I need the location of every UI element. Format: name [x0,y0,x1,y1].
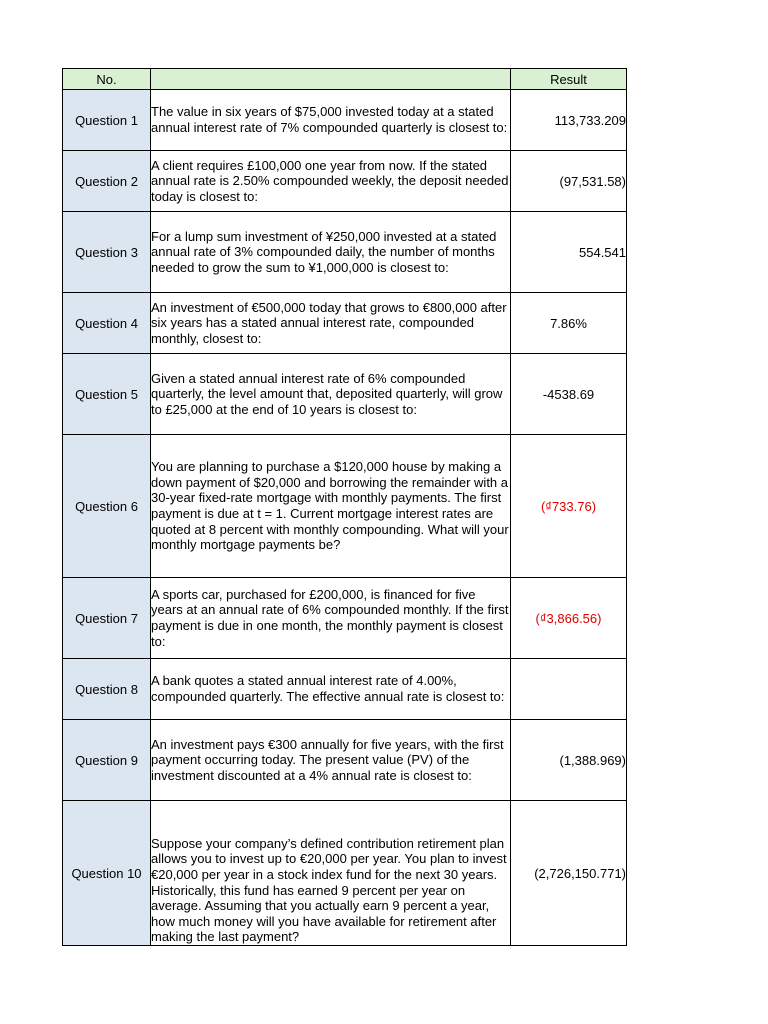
header-result[interactable]: Result [511,69,627,90]
result-cell[interactable]: (1,388.969) [511,720,627,801]
question-number-cell[interactable]: Question 1 [63,90,151,151]
table-row [63,659,627,720]
question-table [62,68,627,946]
question-number-cell[interactable]: Question 9 [63,720,151,801]
question-text-cell[interactable]: An investment of €500,000 today that grows to €800,000 after six years has a stated annual interest rate, compounded monthly, closest to: [151,293,511,354]
header-row [63,69,627,90]
result-cell[interactable]: 113,733.209 [511,90,627,151]
table-row [63,720,627,801]
question-text-cell[interactable]: The value in six years of $75,000 invested today at a stated annual interest rate of 7% compounded quarterly is closest to: [151,90,511,151]
table-row [63,801,627,946]
result-cell[interactable]: 554.541 [511,212,627,293]
result-cell[interactable]: (2,726,150.771) [511,801,627,946]
question-text-cell[interactable]: A bank quotes a stated annual interest rate of 4.00%, compounded quarterly. The effective annual rate is closest to: [151,659,511,720]
question-text-cell[interactable]: A sports car, purchased for £200,000, is financed for five years at an annual rate of 6% compounded monthly. If the first payment is due in one month, the monthly payment is closest to: [151,578,511,659]
result-cell[interactable]: (₫3,866.56) [511,578,627,659]
header-question[interactable] [151,69,511,90]
result-cell[interactable]: (₫733.76) [511,435,627,578]
result-cell[interactable]: 7.86% [511,293,627,354]
question-number-cell[interactable]: Question 3 [63,212,151,293]
table-row [63,90,627,151]
question-number-cell[interactable]: Question 4 [63,293,151,354]
result-cell[interactable] [511,659,627,720]
table-row [63,151,627,212]
question-number-cell[interactable]: Question 10 [63,801,151,946]
table-row [63,435,627,578]
question-text-cell[interactable]: Suppose your company’s defined contribution retirement plan allows you to invest up to €20,000 per year. You plan to invest €20,000 per year in a stock index fund for the next 30 years. Historically, this fund has earned 9 percent per year on average. Assuming that you actually earn 9 percent a year, how much money will you have available for retirement after making the last payment? [151,801,511,946]
question-text-cell[interactable]: For a lump sum investment of ¥250,000 invested at a stated annual rate of 3% compounded daily, the number of months needed to grow the sum to ¥1,000,000 is closest to: [151,212,511,293]
table-row [63,212,627,293]
question-text-cell[interactable]: An investment pays €300 annually for five years, with the first payment occurring today. The present value (PV) of the investment discounted at a 4% annual rate is closest to: [151,720,511,801]
question-number-cell[interactable]: Question 6 [63,435,151,578]
table-row [63,578,627,659]
question-text-cell[interactable]: A client requires £100,000 one year from now. If the stated annual rate is 2.50% compounded weekly, the deposit needed today is closest to: [151,151,511,212]
result-cell[interactable]: (97,531.58) [511,151,627,212]
question-text-cell[interactable]: You are planning to purchase a $120,000 house by making a down payment of $20,000 and borrowing the remainder with a 30-year fixed-rate mortgage with monthly payments. The first payment is due at t = 1. Current mortgage interest rates are quoted at 8 percent with monthly compounding. What will your monthly mortgage payments be? [151,435,511,578]
question-number-cell[interactable]: Question 7 [63,578,151,659]
question-number-cell[interactable]: Question 2 [63,151,151,212]
result-cell[interactable]: -4538.69 [511,354,627,435]
table-row [63,293,627,354]
table-row [63,354,627,435]
header-no[interactable]: No. [63,69,151,90]
question-number-cell[interactable]: Question 8 [63,659,151,720]
question-text-cell[interactable]: Given a stated annual interest rate of 6% compounded quarterly, the level amount that, deposited quarterly, will grow to £25,000 at the end of 10 years is closest to: [151,354,511,435]
question-number-cell[interactable]: Question 5 [63,354,151,435]
